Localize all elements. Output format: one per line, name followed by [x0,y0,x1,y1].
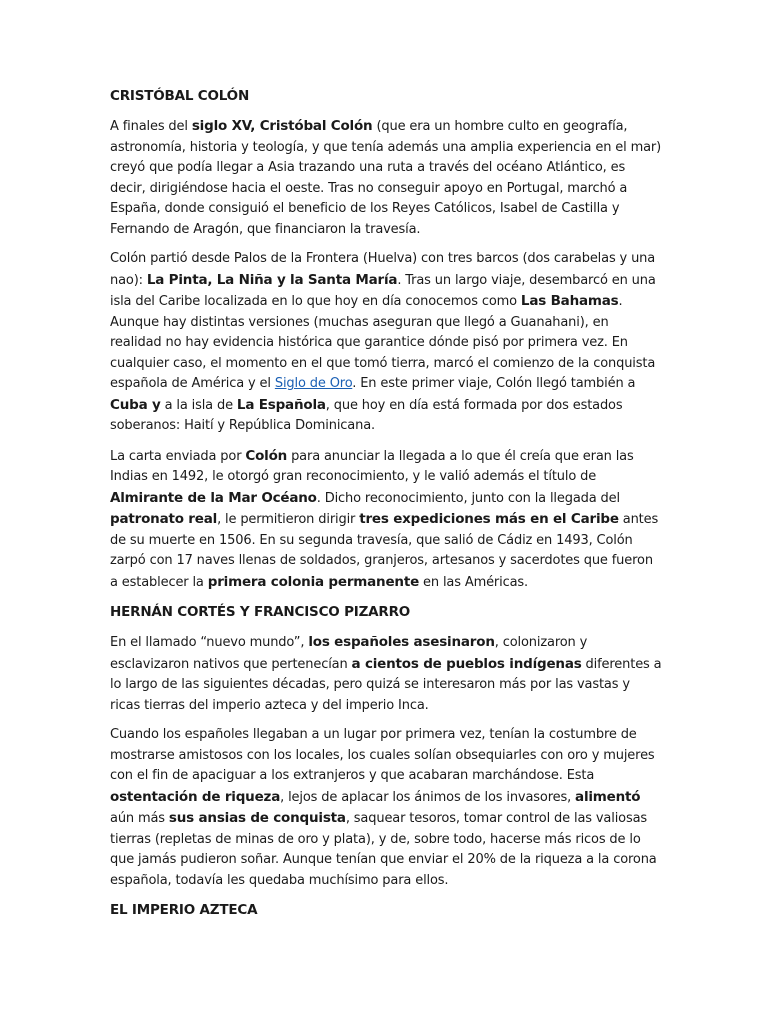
bold-text: sus ansias de conquista [168,810,346,826]
bold-text: patronato real [110,511,218,527]
bold-text: Almirante de la Mar Océano [110,489,317,506]
document-page [110,86,662,930]
bold-text: Colón [245,447,288,464]
bold-text: tres expediciones más en el Caribe [359,511,619,527]
bold-text: ostentación de riqueza [110,788,281,805]
text-run: diferentes a lo largo de las siguientes décadas, pero quizá se interesaron más por las vastas y ricas tierras del imperio azteca y del imperio Inca. [110,656,662,713]
paragraph [110,249,662,437]
text-run: . Aunque hay distintas versiones (muchas aseguran que llegó a Guanahani), en realidad no hay evidencia histórica que garantice dónde pisó por primera vez. En cualquier caso, el momento en el que tomó tierra, marcó el comienzo de la conquista española de América y el [110,294,656,391]
link-siglo-de-oro[interactable]: Siglo de Oro [274,376,353,391]
bold-text: La Pinta, La Niña y la Santa María [146,271,398,288]
text-run: Colón partió desde Palos de la Frontera (Huelva) con tres barcos (dos carabelas y una nao): [110,251,656,288]
text-run: , le permitieron dirigir [217,512,360,527]
text-run: . En este primer viaje, Colón llegó también a [352,376,636,391]
bold-text: alimentó [575,788,641,805]
text-run: , que hoy en día está formada por dos estados soberanos: Haití y República Dominicana. [110,397,623,433]
text-run: . Tras un largo viaje, desembarcó en una isla del Caribe localizada en lo que hoy en día conocemos como [110,272,656,309]
bold-text: primera colonia permanente [207,573,420,590]
text-run: . Dicho reconocimiento, junto con la llegada del [316,490,620,506]
bold-text: La Española [236,396,326,413]
text-run: En el llamado “nuevo mundo”, [110,635,309,650]
section-heading-imperio-azteca: EL IMPERIO AZTECA [110,902,258,918]
bold-text: Cuba y [110,396,161,413]
text-run: antes de su muerte en 1506. En su segunda travesía, que salió de Cádiz en 1493, Colón zarpó con 17 naves llenas de soldados, granjeros, artesanos y sacerdotes que fueron a establecer la [110,512,659,590]
section-heading-colon: CRISTÓBAL COLÓN [110,88,250,104]
text-run: , lejos de aplacar los ánimos de los invasores, [280,789,576,805]
section-heading-cortes-pizarro: HERNÁN CORTÉS Y FRANCISCO PIZARRO [110,604,411,620]
text-run: A finales del [110,119,192,134]
paragraph [110,116,662,240]
text-run: , saquear tesoros, tomar control de las valiosas tierras (repletas de minas de oro y plata), y de, sobre todo, hacerse más ricos de lo que jamás pudieron soñar. Aunque tenían que enviar el 20% de la riqueza a la corona española, todavía les quedaba muchísimo para ellos. [110,811,657,888]
text-run: La carta enviada por [110,448,246,464]
text-run: aún más [110,811,169,826]
text-run: Cuando los españoles llegaban a un lugar por primera vez, tenían la costumbre de mostrarse amistosos con los locales, los cuales solían obsequiarles con oro y mujeres con el fin de apaciguar a los extranjeros y que acabaran marchándose. Esta [110,727,655,783]
paragraph [110,725,662,891]
bold-text: los españoles asesinaron [308,634,495,650]
text-run: para anunciar la llegada a lo que él creía que eran las Indias en 1492, le otorgó gran reconocimiento, y le valió además el título de [110,448,634,484]
text-run: , colonizaron y esclavizaron nativos que pertenecían [110,635,588,672]
text-run: (que era un hombre culto en geografía, astronomía, historia y teología, y que tenía además una amplia experiencia en el mar) creyó que podía llegar a Asia trazando una ruta a través del océano Atlántico, es decir, dirigiéndose hacia el oeste. Tras no conseguir apoyo en Portugal, marchó a España, donde consiguió el beneficio de los Reyes Católicos, Isabel de Castilla y Fernando de Aragón, que financiaron la travesía. [110,119,662,237]
paragraph [110,446,662,594]
bold-text: Las Bahamas [520,293,619,309]
text-run: a la isla de [160,397,237,413]
text-run: en las Américas. [419,574,529,590]
paragraph [110,632,662,716]
bold-text: a cientos de pueblos indígenas [351,655,582,672]
bold-text: siglo XV, Cristóbal Colón [191,118,373,134]
